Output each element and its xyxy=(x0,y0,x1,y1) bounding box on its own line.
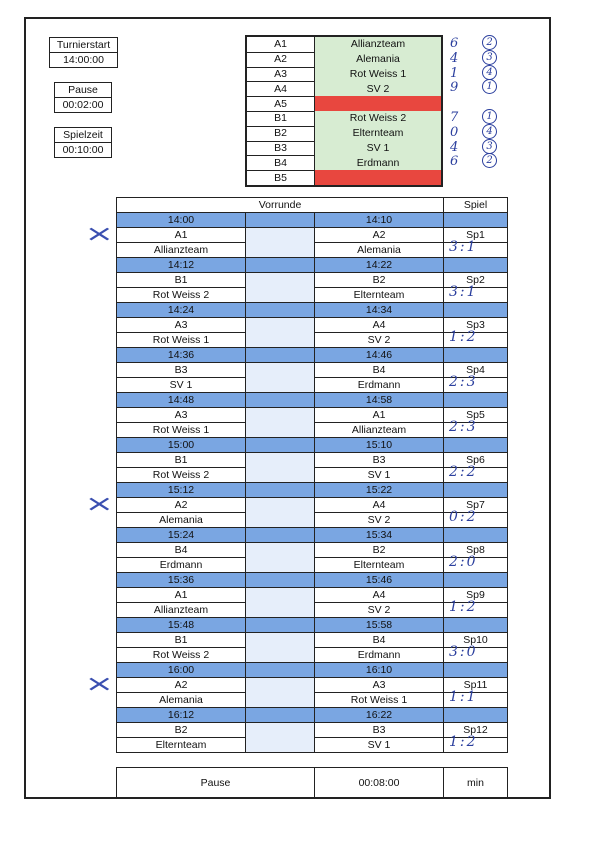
match-time-start: 14:24 xyxy=(116,302,246,318)
group-code: B1 xyxy=(247,111,315,127)
match-code-right: B4 xyxy=(314,632,444,648)
match-time-end: 16:10 xyxy=(314,662,444,678)
match-time-game-spacer xyxy=(443,662,508,678)
match-code-left: B1 xyxy=(116,272,246,288)
footer-unit: min xyxy=(443,767,508,799)
match-game-number: Sp11 xyxy=(443,677,508,693)
match-game-number: Sp3 xyxy=(443,317,508,333)
match-time-end: 16:22 xyxy=(314,707,444,723)
cross-mark: × xyxy=(84,672,114,697)
match-vs-spacer xyxy=(245,317,315,348)
match-time-spacer xyxy=(245,482,315,498)
match-time-game-spacer xyxy=(443,212,508,228)
match-time-spacer xyxy=(245,662,315,678)
match-time-start: 16:12 xyxy=(116,707,246,723)
group-team-name[interactable]: Rot Weiss 2 xyxy=(314,111,441,127)
schedule-header-game: Spiel xyxy=(443,197,508,213)
match-vs-spacer xyxy=(245,407,315,438)
match-vs-spacer xyxy=(245,632,315,663)
match-code-left: A2 xyxy=(116,677,246,693)
footer-pause-label: Pause xyxy=(116,767,315,799)
pause-value[interactable]: 00:02:00 xyxy=(54,97,112,113)
group-team-name[interactable]: Rot Weiss 1 xyxy=(314,67,441,83)
match-team-left: Rot Weiss 1 xyxy=(116,332,246,348)
cross-mark: × xyxy=(84,492,114,517)
match-code-left: A3 xyxy=(116,407,246,423)
match-team-left: Elternteam xyxy=(116,737,246,753)
match-time-end: 14:58 xyxy=(314,392,444,408)
match-time-game-spacer xyxy=(443,707,508,723)
match-time-start: 14:12 xyxy=(116,257,246,273)
handwritten-rank: 1 xyxy=(482,109,497,124)
match-time-game-spacer xyxy=(443,257,508,273)
match-team-left: Allianzteam xyxy=(116,602,246,618)
match-team-left: Rot Weiss 2 xyxy=(116,287,246,303)
handwritten-points: 4 xyxy=(450,50,459,66)
match-time-end: 15:10 xyxy=(314,437,444,453)
match-time-end: 14:22 xyxy=(314,257,444,273)
match-vs-spacer xyxy=(245,362,315,393)
group-team-name[interactable]: Erdmann xyxy=(314,155,441,171)
match-team-left: Rot Weiss 2 xyxy=(116,647,246,663)
pause-label: Pause xyxy=(54,82,112,98)
match-code-left: A3 xyxy=(116,317,246,333)
handwritten-points: 6 xyxy=(450,36,459,51)
match-code-left: B3 xyxy=(116,362,246,378)
match-time-start: 15:24 xyxy=(116,527,246,543)
match-code-left: B2 xyxy=(116,722,246,738)
match-vs-spacer xyxy=(245,542,315,573)
match-code-left: A2 xyxy=(116,497,246,513)
match-code-left: A1 xyxy=(116,587,246,603)
match-vs-spacer xyxy=(245,497,315,528)
match-vs-spacer xyxy=(245,227,315,258)
match-game-number: Sp6 xyxy=(443,452,508,468)
match-time-end: 14:10 xyxy=(314,212,444,228)
handwritten-rank: 4 xyxy=(482,65,497,80)
group-code: B3 xyxy=(247,141,315,157)
group-code: A3 xyxy=(247,67,315,83)
match-time-start: 14:36 xyxy=(116,347,246,363)
handwritten-score: 3:0 xyxy=(449,644,478,660)
handwritten-points: 9 xyxy=(450,80,459,96)
tournament-start-label: Turnierstart xyxy=(49,37,118,53)
group-team-name[interactable]: Alemania xyxy=(314,52,441,68)
match-time-start: 15:36 xyxy=(116,572,246,588)
handwritten-rank: 3 xyxy=(482,139,497,154)
group-code: A1 xyxy=(247,37,315,53)
footer-pause-value[interactable]: 00:08:00 xyxy=(314,767,444,799)
match-team-right: Allianzteam xyxy=(314,422,444,438)
tournament-start-value[interactable]: 14:00:00 xyxy=(49,52,118,68)
match-team-right: SV 2 xyxy=(314,512,444,528)
match-team-right: SV 1 xyxy=(314,737,444,753)
match-time-game-spacer xyxy=(443,527,508,543)
match-team-left: SV 1 xyxy=(116,377,246,393)
handwritten-score: 3:1 xyxy=(449,284,478,300)
match-team-left: Allianzteam xyxy=(116,242,246,258)
match-game-number: Sp7 xyxy=(443,497,508,513)
cross-mark: × xyxy=(84,222,114,247)
match-team-right: Elternteam xyxy=(314,287,444,303)
group-code: A2 xyxy=(247,52,315,68)
handwritten-score: 1:1 xyxy=(449,689,478,705)
handwritten-score: 1:2 xyxy=(449,329,478,345)
match-team-right: Erdmann xyxy=(314,647,444,663)
match-code-right: B2 xyxy=(314,542,444,558)
handwritten-rank: 2 xyxy=(482,35,497,50)
match-time-start: 15:48 xyxy=(116,617,246,633)
match-time-spacer xyxy=(245,437,315,453)
match-code-right: B2 xyxy=(314,272,444,288)
match-game-number: Sp10 xyxy=(443,632,508,648)
match-code-left: B4 xyxy=(116,542,246,558)
match-time-start: 16:00 xyxy=(116,662,246,678)
match-game-number: Sp2 xyxy=(443,272,508,288)
match-team-right: SV 2 xyxy=(314,332,444,348)
match-code-right: A4 xyxy=(314,587,444,603)
match-time-spacer xyxy=(245,302,315,318)
match-code-right: A1 xyxy=(314,407,444,423)
match-code-right: A4 xyxy=(314,317,444,333)
match-time-spacer xyxy=(245,572,315,588)
group-team-name[interactable]: SV 1 xyxy=(314,141,441,157)
handwritten-score: 2:2 xyxy=(449,464,478,480)
match-time-start: 14:00 xyxy=(116,212,246,228)
match-time-spacer xyxy=(245,257,315,273)
handwritten-score: 3:1 xyxy=(449,239,478,255)
match-code-left: B1 xyxy=(116,452,246,468)
group-team-name[interactable]: Allianzteam xyxy=(314,37,441,53)
match-game-number: Sp1 xyxy=(443,227,508,243)
match-time-spacer xyxy=(245,617,315,633)
match-time-start: 15:00 xyxy=(116,437,246,453)
match-time-spacer xyxy=(245,392,315,408)
match-time-end: 15:34 xyxy=(314,527,444,543)
match-time-game-spacer xyxy=(443,437,508,453)
handwritten-score: 1:2 xyxy=(449,734,478,750)
match-vs-spacer xyxy=(245,452,315,483)
match-time-game-spacer xyxy=(443,482,508,498)
match-code-right: B3 xyxy=(314,722,444,738)
handwritten-score: 2:3 xyxy=(449,419,478,435)
match-game-number: Sp9 xyxy=(443,587,508,603)
handwritten-rank: 3 xyxy=(482,50,497,65)
match-team-right: Erdmann xyxy=(314,377,444,393)
match-team-right: Elternteam xyxy=(314,557,444,573)
match-code-left: B1 xyxy=(116,632,246,648)
match-time-end: 15:58 xyxy=(314,617,444,633)
match-team-right: Rot Weiss 1 xyxy=(314,692,444,708)
match-code-left: A1 xyxy=(116,227,246,243)
schedule-header-round: Vorrunde xyxy=(116,197,444,213)
match-team-left: Alemania xyxy=(116,692,246,708)
group-code: B5 xyxy=(247,170,315,186)
handwritten-rank: 4 xyxy=(482,124,497,139)
match-team-right: SV 1 xyxy=(314,467,444,483)
match-team-right: SV 2 xyxy=(314,602,444,618)
match-team-right: Alemania xyxy=(314,242,444,258)
match-team-left: Rot Weiss 2 xyxy=(116,467,246,483)
match-code-right: A3 xyxy=(314,677,444,693)
match-time-game-spacer xyxy=(443,302,508,318)
match-time-end: 15:46 xyxy=(314,572,444,588)
group-code: A4 xyxy=(247,81,315,97)
match-time-spacer xyxy=(245,347,315,363)
handwritten-score: 2:3 xyxy=(449,374,478,390)
match-time-end: 14:34 xyxy=(314,302,444,318)
match-code-right: A2 xyxy=(314,227,444,243)
match-game-number: Sp4 xyxy=(443,362,508,378)
match-vs-spacer xyxy=(245,587,315,618)
handwritten-points: 6 xyxy=(450,154,459,170)
group-team-name[interactable]: SV 2 xyxy=(314,81,441,97)
match-team-left: Erdmann xyxy=(116,557,246,573)
group-team-name[interactable]: Elternteam xyxy=(314,126,441,142)
handwritten-rank: 2 xyxy=(482,153,497,168)
group-team-empty[interactable] xyxy=(314,96,441,112)
match-time-game-spacer xyxy=(443,392,508,408)
match-game-number: Sp8 xyxy=(443,542,508,558)
match-time-game-spacer xyxy=(443,347,508,363)
match-code-right: B3 xyxy=(314,452,444,468)
group-code: A5 xyxy=(247,96,315,112)
match-code-right: B4 xyxy=(314,362,444,378)
match-game-number: Sp5 xyxy=(443,407,508,423)
handwritten-points: 1 xyxy=(450,65,459,81)
handwritten-points: 4 xyxy=(450,139,459,155)
match-time-start: 14:48 xyxy=(116,392,246,408)
match-vs-spacer xyxy=(245,677,315,708)
match-time-start: 15:12 xyxy=(116,482,246,498)
match-team-left: Rot Weiss 1 xyxy=(116,422,246,438)
match-time-spacer xyxy=(245,707,315,723)
playtime-label: Spielzeit xyxy=(54,127,112,143)
handwritten-rank: 1 xyxy=(482,79,497,94)
group-code: B2 xyxy=(247,126,315,142)
handwritten-score: 1:2 xyxy=(449,599,478,615)
group-team-empty[interactable] xyxy=(314,170,441,186)
match-vs-spacer xyxy=(245,272,315,303)
match-vs-spacer xyxy=(245,722,315,753)
match-time-end: 15:22 xyxy=(314,482,444,498)
match-time-game-spacer xyxy=(443,572,508,588)
playtime-value[interactable]: 00:10:00 xyxy=(54,142,112,158)
match-time-spacer xyxy=(245,212,315,228)
handwritten-points: 0 xyxy=(450,124,459,140)
group-code: B4 xyxy=(247,155,315,171)
match-code-right: A4 xyxy=(314,497,444,513)
match-time-end: 14:46 xyxy=(314,347,444,363)
match-game-number: Sp12 xyxy=(443,722,508,738)
match-time-game-spacer xyxy=(443,617,508,633)
handwritten-points: 7 xyxy=(450,110,459,125)
match-team-left: Alemania xyxy=(116,512,246,528)
handwritten-score: 2:0 xyxy=(449,554,478,570)
match-time-spacer xyxy=(245,527,315,543)
handwritten-score: 0:2 xyxy=(449,509,478,525)
